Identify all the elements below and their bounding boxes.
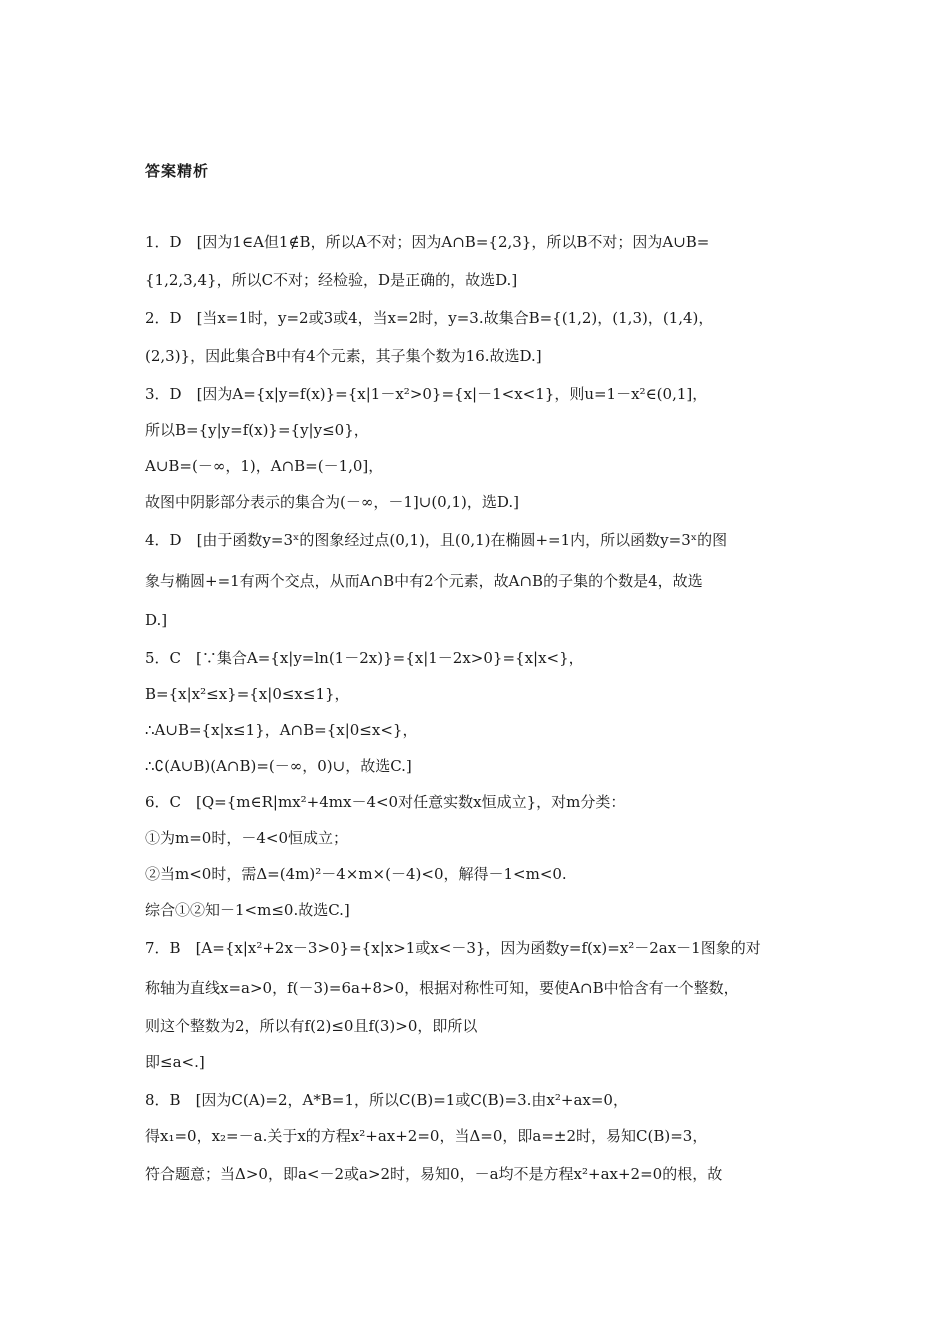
text-line: 6．C [Q={m∈R|mx²+4mx－4<0对任意实数x恒成立}，对m分类： [145,793,626,811]
text-line: 所以B={y|y=f(x)}={y|y≤0}， [145,421,369,439]
text-line: 得x₁=0，x₂=－a.关于x的方程x²+ax+2=0，当Δ=0，即a=±2时，易知C(B)=3， [145,1127,708,1145]
text-line: 称轴为直线x=a>0，f(－3)=6a+8>0，根据对称性可知，要使A∩B中恰含有一个整数， [145,979,739,997]
text-line: 即≤a<.] [145,1053,205,1071]
text-line: 8．B [因为C(A)=2，A*B=1，所以C(B)=1或C(B)=3.由x²+ax=0， [145,1091,628,1109]
text-line: 5．C [∵集合A={x|y=ln(1－2x)}={x|1－2x>0}={x|x<}， [145,649,584,667]
text-line: A∪B=(－∞，1)，A∩B=(－1,0]， [145,457,384,475]
text-line: 综合①②知－1<m≤0.故选C.] [145,901,350,919]
text-line: ②当m<0时，需Δ=(4m)²－4×m×(－4)<0，解得－1<m<0. [145,865,567,883]
text-line: 符合题意；当Δ>0，即a<－2或a>2时，易知0，－a均不是方程x²+ax+2=0的根，故 [145,1165,723,1183]
text-line: {1,2,3,4}，所以C不对；经检验，D是正确的，故选D.] [145,271,518,289]
page-title: 答案精析 [145,162,210,180]
text-line: 4．D [由于函数y=3ˣ的图象经过点(0,1)，且(0,1)在椭圆+=1内，所以函数y=3ˣ的图 [145,531,728,549]
text-line: ①为m=0时，－4<0恒成立； [145,829,348,847]
text-line: 2．D [当x=1时，y=2或3或4，当x=2时，y=3.故集合B={(1,2)，(1,3)，(1,4)， [145,309,714,327]
text-line: 1．D [因为1∈A但1∉B，所以A不对；因为A∩B={2,3}，所以B不对；因为A∪B= [145,233,710,251]
text-line: 7．B [A={x|x²+2x－3>0}={x|x>1或x<－3}，因为函数y=f(x)=x²－2ax－1图象的对 [145,939,761,957]
text-line: D.] [145,611,168,629]
text-line: ∴A∪B={x|x≤1}，A∩B={x|0≤x<}， [145,721,418,739]
text-line: 故图中阴影部分表示的集合为(－∞，－1]∪(0,1)，选D.] [145,493,519,511]
text-line: 则这个整数为2，所以有f(2)≤0且f(3)>0，即所以 [145,1017,478,1035]
text-line: ∴∁(A∪B)(A∩B)=(－∞，0)∪，故选C.] [145,757,412,775]
text-line: 3．D [因为A={x|y=f(x)}={x|1－x²>0}={x|－1<x<1}，则u=1－x²∈(0,1]， [145,385,708,403]
text-line: B={x|x²≤x}={x|0≤x≤1}， [145,685,350,703]
text-line: 象与椭圆+=1有两个交点，从而A∩B中有2个元素，故A∩B的子集的个数是4，故选 [145,572,703,590]
text-line: (2,3)}，因此集合B中有4个元素，其子集个数为16.故选D.] [145,347,542,365]
